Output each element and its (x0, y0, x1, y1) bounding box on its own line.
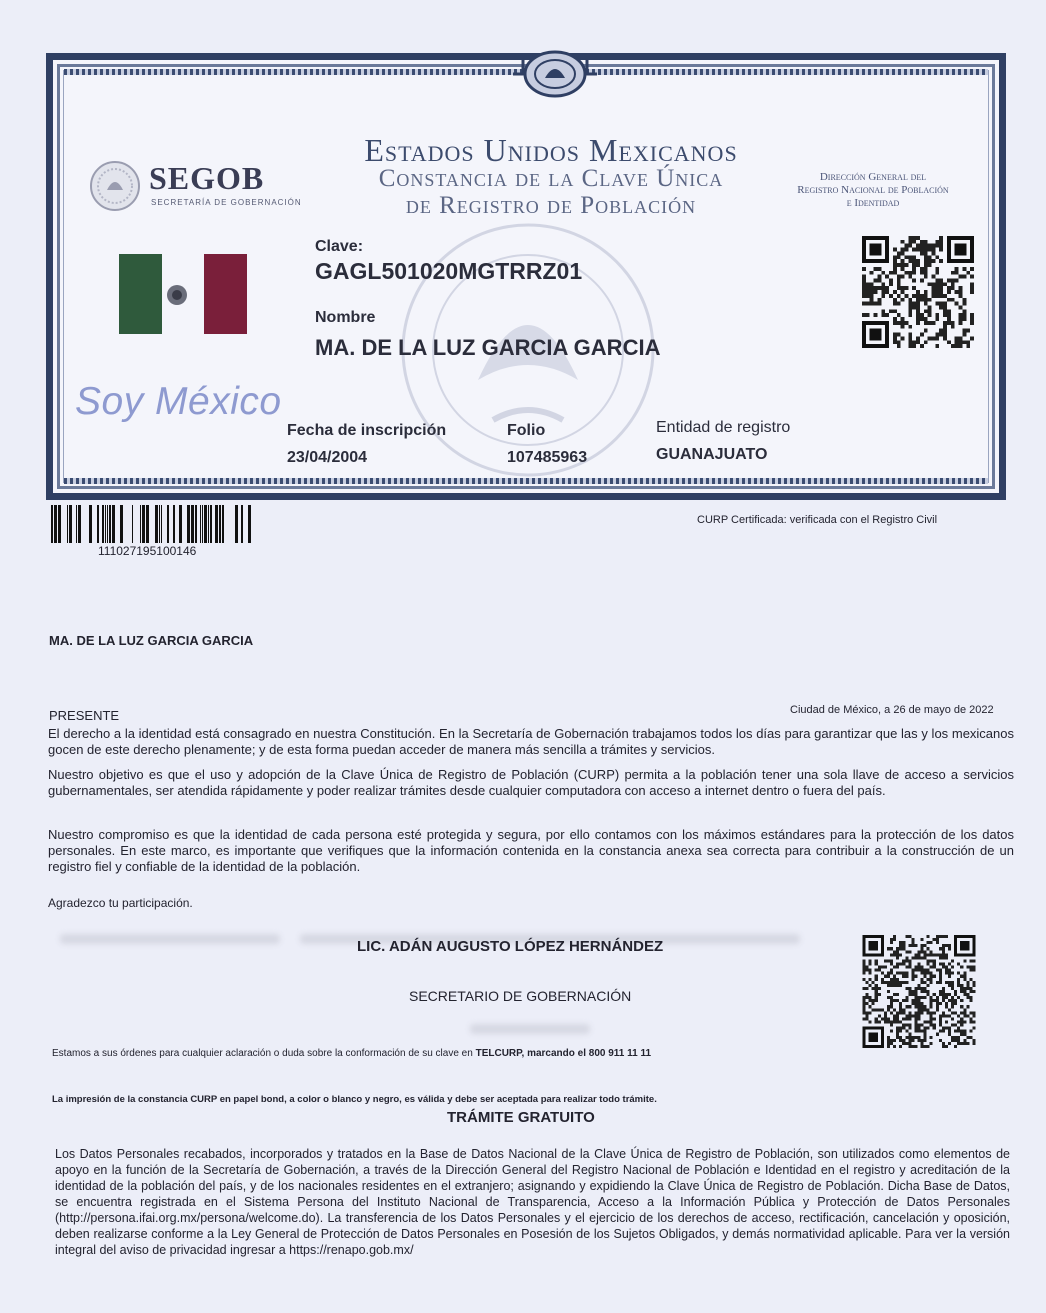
privacy-notice: Los Datos Personales recabados, incorporados y tratados en la Base de Datos Nacional de la Clave Única de Registro de Población, son utilizados como elementos de apoyo en la función de la Secretaría de Gobernación, a través de la Dirección General del Registro Nacional de Población e Identidad en el registro y acreditación de la identidad de la población del país, y de los nacionales residentes en el extranjero; asignando y expidiendo la Clave Única de Registro de Población. Dicha Base de Datos, se encuentra registrada en el Sistema Persona del Instituto Nacional de Transparencia, Acceso a la Información Pública y Protección de Datos Personales (http://persona.ifai.org.mx/persona/welcome.do). La transferencia de los Datos Personales y el ejercicio de los derechos de acceso, rectificación, cancelación y oposición, deben realizarse conforme a la Ley General de Protección de Datos Personales en Posesión de los Sujetos Obligados, y demás normatividad aplicable. Para ver la versión integral del aviso de privacidad ingresar a https://renapo.gob.mx/ (55, 1147, 1010, 1257)
folio-label: Folio (507, 422, 546, 439)
print-validity-note: La impresión de la constancia CURP en papel bond, a color o blanco y negro, es válida y debe ser aceptada para realizar todo trámite. (52, 1094, 657, 1105)
segob-seal-icon (89, 160, 141, 212)
fecha-label: Fecha de inscripción (287, 422, 447, 439)
place-date: Ciudad de México, a 26 de mayo de 2022 (790, 704, 994, 716)
document-title-line1: Constancia de la Clave Única (378, 165, 724, 192)
nombre-value: MA. DE LA LUZ GARCIA GARCIA (315, 335, 661, 360)
directorate-line2: Registro Nacional de Población (797, 184, 949, 196)
slogan: Soy México (75, 380, 282, 423)
nombre-label: Nombre (315, 309, 376, 326)
certified-note: CURP Certificada: verificada con el Registro Civil (697, 514, 938, 526)
entidad-label: Entidad de registro (656, 419, 791, 436)
flag-eagle-icon (164, 282, 190, 308)
fecha-value: 23/04/2004 (287, 449, 368, 466)
barcode-number: 111027195100146 (98, 544, 197, 558)
paragraph-commitment: Nuestro compromiso es que la identidad de cada persona esté protegida y segura, por ello contamos con los máximos estándares para la protección de los datos personales. En este marco, es importante que verifiques que la información contenida en la constancia anexa sea correcta para contribuir a la construcción de un registro fiel y confiable de la identidad de la población. (48, 827, 1014, 874)
directorate-line1: Dirección General del (819, 171, 927, 183)
country-title: Estados Unidos Mexicanos (364, 132, 738, 168)
entidad-value: GUANAJUATO (656, 446, 768, 463)
folio-value: 107485963 (507, 449, 588, 466)
segob-subtitle: SECRETARÍA DE GOBERNACIÓN (151, 198, 302, 207)
signature-qr-code-icon (860, 935, 978, 1048)
presente: PRESENTE (49, 708, 120, 723)
contact-phone: TELCURP, marcando el 800 911 11 11 (475, 1048, 652, 1059)
clave-value: GAGL501020MGTRRZ01 (315, 258, 583, 284)
faded-text-line (60, 934, 280, 944)
faded-text-line (470, 1024, 590, 1034)
paragraph-objective: Nuestro objetivo es que el uso y adopción de la Clave Única de Registro de Población (CURP) permita a la población tener una sola llave de acceso a servicios gubernamentales, ser atendida rápidamente y poder realizar trámites desde cualquier computadora con acceso a internet dentro o fuera del país. (48, 767, 1014, 798)
thanks-line: Agradezco tu participación. (48, 896, 193, 910)
signer-name: LIC. ADÁN AUGUSTO LÓPEZ HERNÁNDEZ (357, 938, 664, 955)
contact-line (52, 1048, 651, 1059)
curp-certificate-card (46, 53, 1006, 500)
contact-prefix: Estamos a sus órdenes para cualquier aclaración o duda sobre la conformación de su clave en (52, 1048, 476, 1059)
directorate-line3: e Identidad (846, 197, 900, 209)
certificate-qr-code-icon (859, 236, 977, 348)
segob-wordmark: SEGOB (149, 160, 265, 196)
barcode-icon (51, 505, 253, 543)
addressee: MA. DE LA LUZ GARCIA GARCIA (49, 633, 254, 648)
directorate-label (758, 171, 988, 210)
free-procedure: TRÁMITE GRATUITO (447, 1109, 595, 1126)
clave-label: Clave: (315, 238, 364, 255)
paragraph-identity-right: El derecho a la identidad está consagrado en nuestra Constitución. En la Secretaría de Gobernación trabajamos todos los días para garantizar que las y los mexicanos gocen de este derecho plenamente; y de esta forma puedan acceder de manera más sencilla a trámites y servicios. (48, 726, 1014, 757)
national-seal-icon (505, 48, 605, 100)
document-title-line2: de Registro de Población (405, 192, 697, 219)
signer-title: SECRETARIO DE GOBERNACIÓN (409, 988, 632, 1004)
